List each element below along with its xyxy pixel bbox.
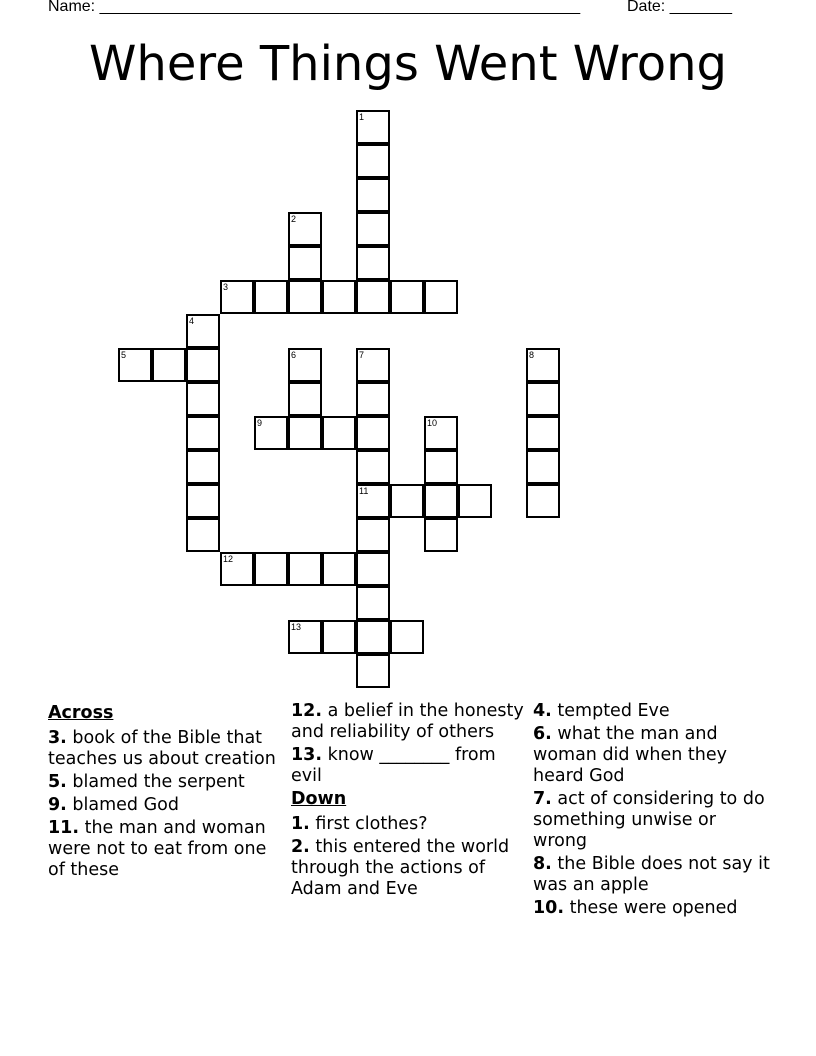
clue-number: 13. — [291, 745, 323, 765]
crossword-cell[interactable] — [526, 416, 560, 450]
cell-number: 4 — [189, 316, 195, 326]
crossword-cell[interactable] — [424, 280, 458, 314]
crossword-cell[interactable] — [288, 416, 322, 450]
clue-number: 1. — [291, 814, 310, 834]
crossword-cell[interactable] — [254, 552, 288, 586]
clue-text: the Bible does not say it was an apple — [533, 854, 770, 895]
crossword-cell-2[interactable] — [288, 212, 322, 246]
crossword-cell[interactable] — [152, 348, 186, 382]
crossword-cell-1[interactable] — [356, 110, 390, 144]
crossword-cell-4[interactable] — [186, 314, 220, 348]
crossword-cell[interactable] — [186, 484, 220, 518]
clue-down-6 — [533, 724, 773, 787]
across-heading: Across — [48, 703, 114, 723]
clue-text: act of considering to do something unwise or wrong — [533, 789, 765, 851]
clue-number: 12. — [291, 701, 323, 721]
crossword-cell[interactable] — [254, 280, 288, 314]
crossword-cell-9[interactable] — [254, 416, 288, 450]
cell-number: 1 — [359, 112, 365, 122]
crossword-cell[interactable] — [322, 416, 356, 450]
clue-column-3 — [533, 701, 773, 921]
crossword-cell-7[interactable] — [356, 348, 390, 382]
crossword-cell[interactable] — [356, 144, 390, 178]
down-heading: Down — [291, 789, 347, 809]
name-field-line: Name: ______________________________________________________ — [48, 0, 581, 15]
clue-down-7 — [533, 789, 773, 852]
crossword-cell[interactable] — [458, 484, 492, 518]
cell-number: 13 — [291, 622, 302, 632]
crossword-cell[interactable] — [356, 280, 390, 314]
crossword-cell[interactable] — [526, 450, 560, 484]
crossword-cell[interactable] — [356, 246, 390, 280]
crossword-cell[interactable] — [186, 348, 220, 382]
clue-down-4 — [533, 701, 773, 722]
cell-number: 8 — [529, 350, 535, 360]
clue-number: 6. — [533, 724, 552, 744]
clue-text: know ________ from evil — [291, 745, 496, 786]
cell-number: 5 — [121, 350, 127, 360]
crossword-cell[interactable] — [356, 586, 390, 620]
crossword-cell[interactable] — [288, 280, 322, 314]
crossword-cell[interactable] — [288, 552, 322, 586]
crossword-cell[interactable] — [390, 620, 424, 654]
clue-text: the man and woman were not to eat from one of these — [48, 818, 267, 880]
crossword-cell[interactable] — [356, 620, 390, 654]
crossword-cell-10[interactable] — [424, 416, 458, 450]
clue-down-2 — [291, 837, 527, 900]
clue-number: 7. — [533, 789, 552, 809]
crossword-cell[interactable] — [424, 518, 458, 552]
clue-column-1 — [48, 701, 284, 883]
crossword-cell-13[interactable] — [288, 620, 322, 654]
crossword-cell[interactable] — [356, 654, 390, 688]
clue-text: first clothes? — [315, 814, 428, 834]
cell-number: 2 — [291, 214, 297, 224]
clue-text: these were opened — [569, 898, 738, 918]
crossword-cell[interactable] — [356, 450, 390, 484]
crossword-cell[interactable] — [186, 518, 220, 552]
clue-across-3 — [48, 728, 284, 770]
cell-number: 11 — [359, 486, 369, 496]
clue-across-9 — [48, 795, 284, 816]
date-field-line: Date: _______ — [627, 0, 732, 15]
crossword-cell[interactable] — [356, 178, 390, 212]
crossword-cell[interactable] — [356, 552, 390, 586]
cell-number: 12 — [223, 554, 234, 564]
clue-across-12 — [291, 701, 527, 743]
clue-text: what the man and woman did when they heard God — [533, 724, 727, 786]
crossword-cell[interactable] — [186, 450, 220, 484]
clue-number: 5. — [48, 772, 67, 792]
clue-number: 2. — [291, 837, 310, 857]
clue-across-13 — [291, 745, 527, 787]
crossword-cell-5[interactable] — [118, 348, 152, 382]
clue-number: 3. — [48, 728, 67, 748]
clue-down-8 — [533, 854, 773, 896]
clue-number: 4. — [533, 701, 552, 721]
crossword-cell-3[interactable] — [220, 280, 254, 314]
crossword-cell[interactable] — [356, 416, 390, 450]
crossword-cell-11[interactable] — [356, 484, 390, 518]
crossword-cell[interactable] — [356, 382, 390, 416]
clue-down-1 — [291, 814, 527, 835]
clue-down-10 — [533, 898, 773, 919]
clue-text: book of the Bible that teaches us about creation — [48, 728, 276, 769]
clue-text: blamed the serpent — [72, 772, 245, 792]
crossword-cell-8[interactable] — [526, 348, 560, 382]
clue-text: a belief in the honesty and reliability of others — [291, 701, 524, 742]
crossword-cell[interactable] — [526, 382, 560, 416]
cell-number: 10 — [427, 418, 438, 428]
crossword-cell[interactable] — [186, 382, 220, 416]
crossword-cell[interactable] — [288, 382, 322, 416]
crossword-cell[interactable] — [322, 280, 356, 314]
cell-number: 7 — [359, 350, 365, 360]
page-title: Where Things Went Wrong — [88, 36, 728, 92]
cell-number: 9 — [257, 418, 263, 428]
clue-column-2 — [291, 701, 527, 902]
clue-text: blamed God — [72, 795, 179, 815]
crossword-cell[interactable] — [356, 212, 390, 246]
crossword-cell[interactable] — [424, 450, 458, 484]
crossword-cell[interactable] — [288, 246, 322, 280]
clue-text: tempted Eve — [557, 701, 670, 721]
clue-text: this entered the world through the actions of Adam and Eve — [291, 837, 510, 899]
clue-number: 11. — [48, 818, 80, 838]
crossword-cell-12[interactable] — [220, 552, 254, 586]
crossword-cell[interactable] — [186, 416, 220, 450]
crossword-cell[interactable] — [390, 484, 424, 518]
clue-number: 9. — [48, 795, 67, 815]
crossword-cell[interactable] — [322, 620, 356, 654]
cell-number: 6 — [291, 350, 297, 360]
clue-across-5 — [48, 772, 284, 793]
crossword-cell[interactable] — [424, 484, 458, 518]
crossword-cell-6[interactable] — [288, 348, 322, 382]
crossword-cell[interactable] — [356, 518, 390, 552]
clue-across-11 — [48, 818, 284, 881]
clue-number: 10. — [533, 898, 565, 918]
crossword-cell[interactable] — [390, 280, 424, 314]
crossword-cell[interactable] — [322, 552, 356, 586]
crossword-cell[interactable] — [526, 484, 560, 518]
clue-number: 8. — [533, 854, 552, 874]
cell-number: 3 — [223, 282, 229, 292]
